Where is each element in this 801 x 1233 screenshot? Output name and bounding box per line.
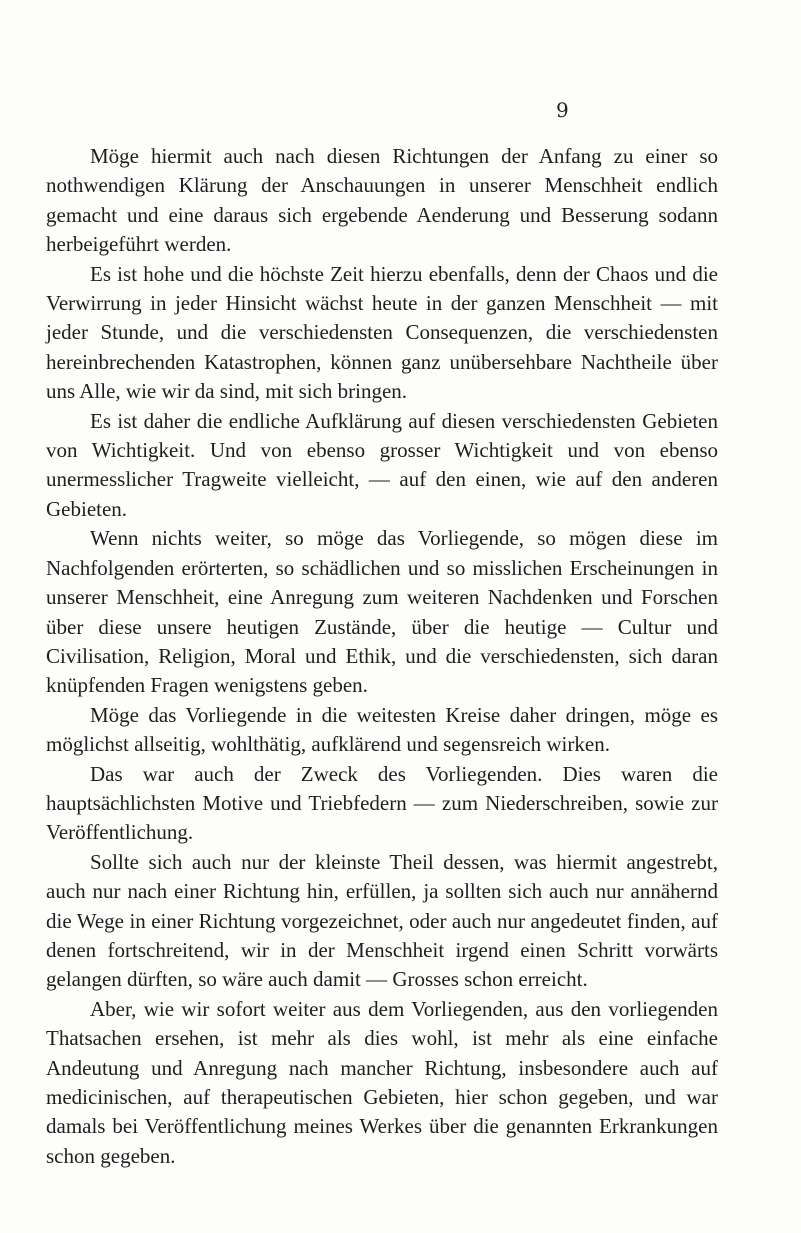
body-text [46, 142, 718, 1171]
paragraph: Es ist daher die endliche Aufklärung auf diesen verschiedensten Gebieten von Wichtigkeit. Und von ebenso grosser Wichtigkeit und von ebenso unermesslicher Tragweite vielleicht, — auf den einen, wie auf den anderen Gebieten. [46, 408, 718, 521]
paragraph: Sollte sich auch nur der kleinste Theil dessen, was hiermit angestrebt, auch nur nach einer Richtung hin, erfüllen, ja sollten sich auch nur annähernd die Wege in einer Richtung vorgezeichnet, oder auch nur angedeutet finden, auf denen fortschreitend, wir in der Menschheit irgend einen Schritt vorwärts gelangen dürften, so wäre auch damit — Grosses schon erreicht. [46, 849, 718, 992]
paragraph: Aber, wie wir sofort weiter aus dem Vorliegenden, aus den vorliegenden Thatsachen ersehen, ist mehr als dies wohl, ist mehr als eine einfache Andeutung und Anregung nach mancher Richtung, insbesondere auch auf medicinischen, auf therapeutischen Gebieten, hier schon gegeben, und war damals bei Veröffentlichung meines Werkes über die genannten Erkrankungen schon gegeben. [46, 996, 718, 1168]
paragraph: Es ist hohe und die höchste Zeit hierzu ebenfalls, denn der Chaos und die Verwirrung in jeder Hinsicht wächst heute in der ganzen Menschheit — mit jeder Stunde, und die verschiedensten Consequenzen, die verschiedensten hereinbrechenden Katastrophen, können ganz unübersehbare Nachtheile über uns Alle, wie wir da sind, mit sich bringen. [46, 261, 718, 404]
page-number: 9 [556, 98, 569, 122]
paragraph: Wenn nichts weiter, so möge das Vorliegende, so mögen diese im Nachfolgenden erörterten, so schädlichen und so misslichen Erscheinungen in unserer Menschheit, eine Anregung zum weiteren Nachdenken und Forschen über diese unsere heutigen Zustände, über die heutige — Cultur und Civilisation, Religion, Moral und Ethik, und die verschiedensten, sich daran knüpfenden Fragen wenigstens geben. [46, 526, 718, 698]
paragraph: Möge das Vorliegende in die weitesten Kreise daher dringen, möge es möglichst allseitig, wohlthätig, aufklärend und segensreich wirken. [46, 702, 718, 757]
paragraph: Möge hiermit auch nach diesen Richtungen der Anfang zu einer so nothwendigen Klärung der Anschauungen in unserer Menschheit endlich gemacht und eine daraus sich ergebende Aenderung und Besserung sodann herbeigeführt werden. [46, 144, 718, 257]
paragraph: Das war auch der Zweck des Vorliegenden. Dies waren die hauptsächlichsten Motive und Triebfedern — zum Niederschreiben, sowie zur Veröffentlichung. [46, 761, 718, 845]
